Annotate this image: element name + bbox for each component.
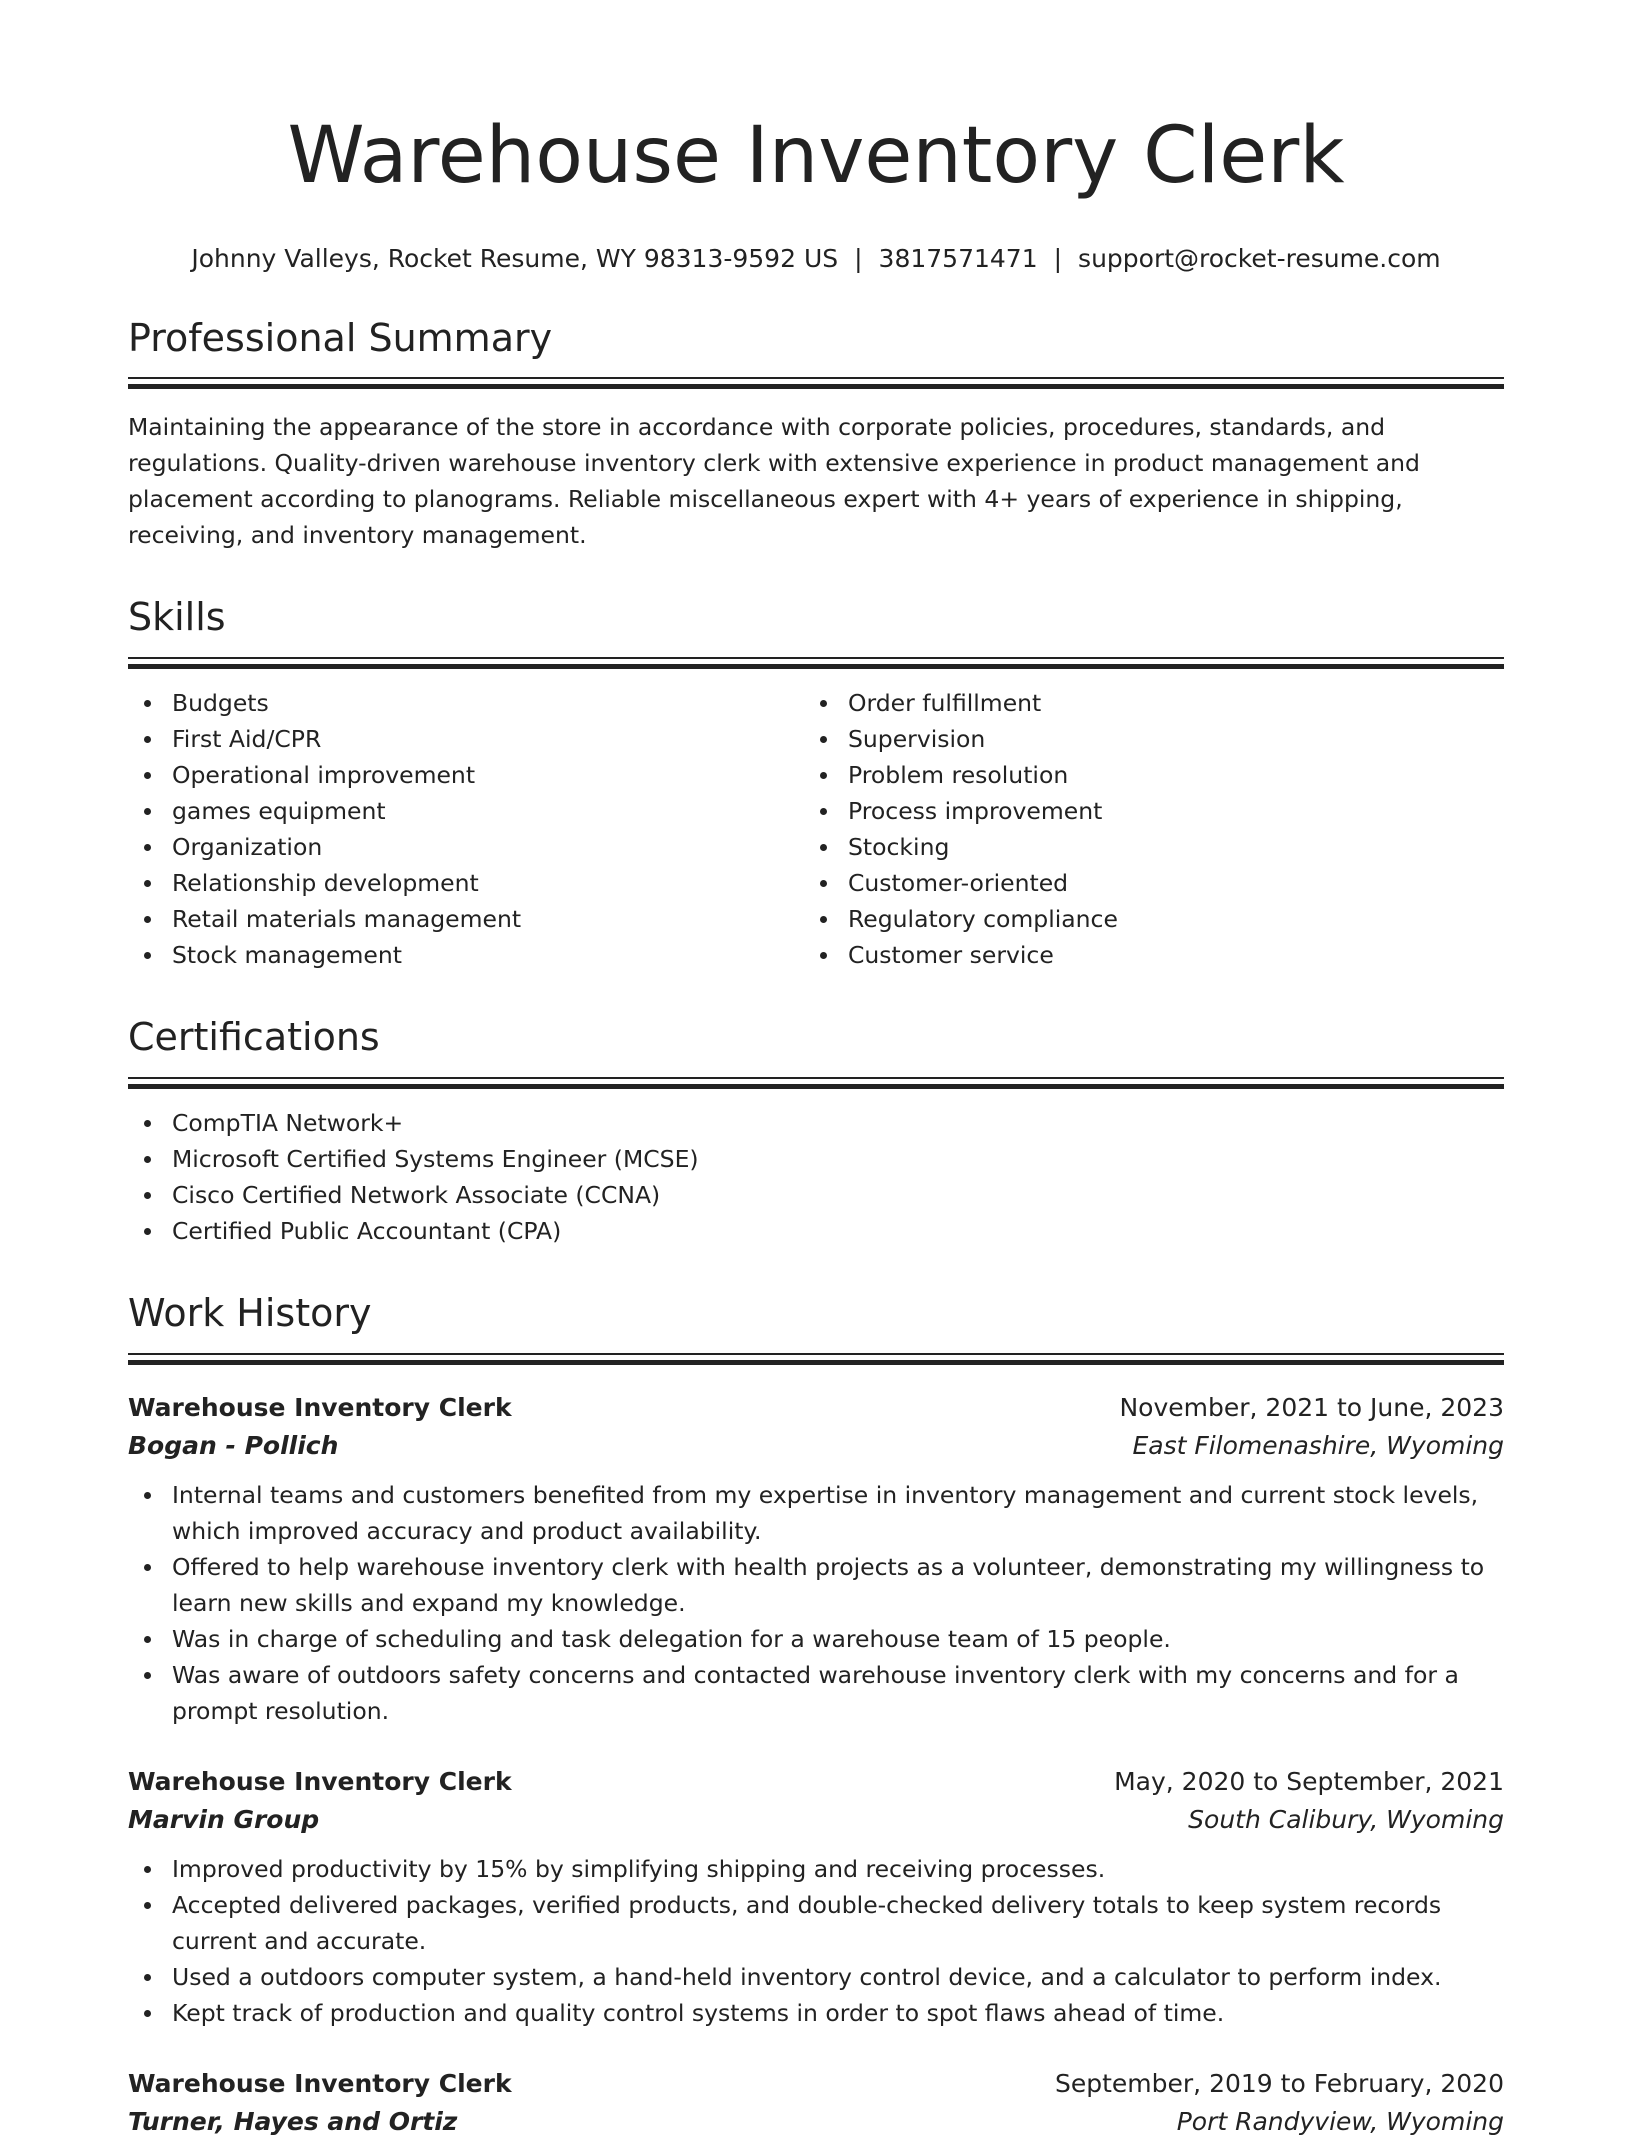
summary-text: Maintaining the appearance of the store in accordance with corporate policies, procedures, standards, and regulations. Quality-driven warehouse inventory clerk with extensive experience in product management and placement according to planograms. Reliable miscellaneous expert with 4+ years of experience in shipping, receiving, and inventory management. bbox=[128, 413, 1420, 550]
skill-item: Retail materials management bbox=[128, 901, 804, 937]
skill-item: Relationship development bbox=[128, 865, 804, 901]
job-company-row bbox=[128, 1801, 1504, 1839]
job-dates: September, 2019 to February, 2020 bbox=[1055, 2068, 1504, 2098]
skill-item: Order fulfillment bbox=[804, 685, 1480, 721]
job-bullet: Was aware of outdoors safety concerns and contacted warehouse inventory clerk with my concerns and for a prompt resolution. bbox=[128, 1657, 1504, 1729]
job-location: South Calibury, Wyoming bbox=[1188, 1804, 1504, 1834]
contact-separator: | bbox=[1053, 243, 1063, 273]
job-bullet: Internal teams and customers benefited from my expertise in inventory management and current stock levels, which improved accuracy and product availability. bbox=[128, 1477, 1504, 1549]
skills-left-list bbox=[128, 685, 804, 973]
work-history-section bbox=[128, 1290, 1504, 2141]
contact-address: Johnny Valleys, Rocket Resume, WY 98313-9592 US bbox=[191, 243, 839, 273]
skills-heading: Skills bbox=[128, 595, 226, 640]
job-location: East Filomenashire, Wyoming bbox=[1132, 1430, 1504, 1460]
certification-item: Certified Public Accountant (CPA) bbox=[128, 1213, 1504, 1249]
skill-item: Customer-oriented bbox=[804, 865, 1480, 901]
section-divider bbox=[128, 1353, 1504, 1367]
skills-grid bbox=[128, 685, 1504, 973]
skill-item: First Aid/CPR bbox=[128, 721, 804, 757]
skill-item: Customer service bbox=[804, 937, 1480, 973]
job-company: Marvin Group bbox=[128, 1804, 320, 1834]
skill-item: Operational improvement bbox=[128, 757, 804, 793]
certifications-section bbox=[128, 1017, 1504, 1249]
certification-item: CompTIA Network+ bbox=[128, 1105, 1504, 1141]
skill-item: Budgets bbox=[128, 685, 804, 721]
job-entry bbox=[128, 1389, 1504, 1729]
contact-phone: 3817571471 bbox=[878, 243, 1038, 273]
skills-section bbox=[128, 597, 1504, 973]
contact-email: support@rocket-resume.com bbox=[1078, 243, 1441, 273]
certification-item: Microsoft Certified Systems Engineer (MCSE) bbox=[128, 1141, 1504, 1177]
skill-item: Stock management bbox=[128, 937, 804, 973]
job-bullets bbox=[128, 1851, 1504, 2031]
skill-item: games equipment bbox=[128, 793, 804, 829]
job-header-row bbox=[128, 2065, 1504, 2103]
skills-right-list bbox=[804, 685, 1480, 973]
work-history-heading: Work History bbox=[128, 1290, 372, 1335]
contact-line bbox=[128, 244, 1504, 274]
job-company: Turner, Hayes and Ortiz bbox=[128, 2106, 458, 2136]
job-title: Warehouse Inventory Clerk bbox=[128, 2068, 512, 2098]
certifications-heading: Certifications bbox=[128, 1015, 380, 1060]
job-company-row bbox=[128, 2103, 1504, 2141]
job-bullet: Accepted delivered packages, verified products, and double-checked delivery totals to keep system records current and accurate. bbox=[128, 1887, 1504, 1959]
job-company-row bbox=[128, 1427, 1504, 1465]
job-title: Warehouse Inventory Clerk bbox=[128, 1766, 512, 1796]
job-header-row bbox=[128, 1389, 1504, 1427]
skill-item: Process improvement bbox=[804, 793, 1480, 829]
section-divider bbox=[128, 657, 1504, 671]
job-dates: May, 2020 to September, 2021 bbox=[1114, 1766, 1504, 1796]
section-divider bbox=[128, 377, 1504, 391]
job-title: Warehouse Inventory Clerk bbox=[128, 1392, 512, 1422]
job-bullet: Was in charge of scheduling and task delegation for a warehouse team of 15 people. bbox=[128, 1621, 1504, 1657]
job-bullets bbox=[128, 1477, 1504, 1729]
job-bullet: Kept track of production and quality control systems in order to spot flaws ahead of time. bbox=[128, 1995, 1504, 2031]
summary-heading: Professional Summary bbox=[128, 315, 553, 360]
job-bullet: Used a outdoors computer system, a hand-held inventory control device, and a calculator to perform index. bbox=[128, 1959, 1504, 1995]
resume-title: Warehouse Inventory Clerk bbox=[287, 111, 1345, 201]
summary-section bbox=[128, 315, 1504, 554]
certification-item: Cisco Certified Network Associate (CCNA) bbox=[128, 1177, 1504, 1213]
skill-item: Stocking bbox=[804, 829, 1480, 865]
job-company: Bogan - Pollich bbox=[128, 1430, 339, 1460]
contact-separator: | bbox=[854, 243, 863, 273]
job-dates: November, 2021 to June, 2023 bbox=[1119, 1392, 1504, 1422]
certifications-list bbox=[128, 1105, 1504, 1249]
job-header-row bbox=[128, 1763, 1504, 1801]
job-entry bbox=[128, 1763, 1504, 2031]
job-bullet: Offered to help warehouse inventory clerk with health projects as a volunteer, demonstrating my willingness to learn new skills and expand my knowledge. bbox=[128, 1549, 1504, 1621]
job-entry bbox=[128, 2065, 1504, 2141]
job-bullet: Improved productivity by 15% by simplifying shipping and receiving processes. bbox=[128, 1851, 1504, 1887]
skill-item: Problem resolution bbox=[804, 757, 1480, 793]
skill-item: Organization bbox=[128, 829, 804, 865]
section-divider bbox=[128, 1077, 1504, 1091]
skill-item: Supervision bbox=[804, 721, 1480, 757]
skill-item: Regulatory compliance bbox=[804, 901, 1480, 937]
job-location: Port Randyview, Wyoming bbox=[1176, 2106, 1504, 2136]
